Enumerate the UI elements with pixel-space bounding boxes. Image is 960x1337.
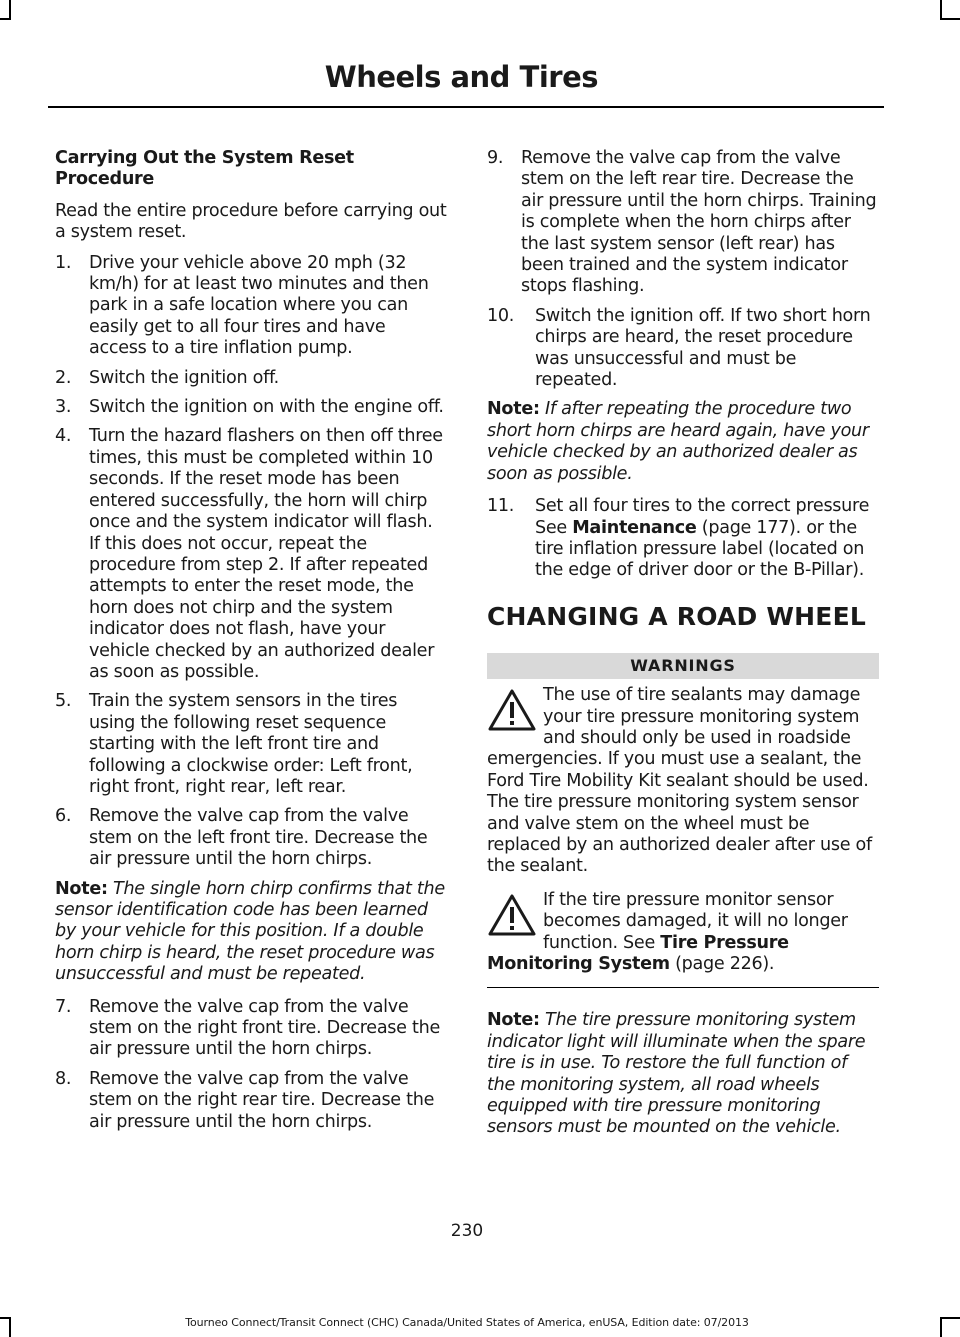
crop-mark (940, 1317, 960, 1319)
page-title: Wheels and Tires (324, 60, 598, 94)
procedure-steps-c (487, 148, 879, 391)
tpms-link[interactable]: Tire Pressure Monitoring System (487, 932, 789, 974)
list-item: 4. Turn the hazard flashers on then off three times, this must be completed within 10 seconds. If the reset mode has been entered successfully, the horn will chirp once and the system indicator will flash. If this does not occur, repeat the procedure from step 2. If after repeated attempts to enter the reset mode, the horn does not chirp and the system indicator does not flash, have your vehicle checked by an authorized dealer as soon as possible. (55, 426, 443, 682)
crop-mark (0, 18, 11, 20)
list-item: 5. Train the system sensors in the tires using the following reset sequence starting with the left front tire and following a clockwise order: Left front, right front, right rear, left rear. (55, 691, 413, 797)
procedure-steps-d (487, 496, 879, 582)
crop-mark (940, 1317, 942, 1337)
section-title: CHANGING A ROAD WHEEL (487, 601, 866, 631)
list-item: 11. Set all four tires to the correct pressure See Maintenance (page 177). or the tire inflation pressure label (located on the edge of driver door or the B-Pillar). (487, 496, 870, 581)
note-spare-tire: Note: The tire pressure monitoring system indicator light will illuminate when the spare tire is in use. To restore the full function of the monitoring system, all road wheels equipped with tire pressure monitoring sensors must be mounted on the vehicle. (487, 1010, 866, 1138)
note-single-chirp: Note: The single horn chirp confirms that the sensor identification code has been learned by your vehicle for this position. If a double horn chirp is heard, the reset procedure was unsuccessful and must be repeated. (55, 878, 445, 985)
list-item: 6. Remove the valve cap from the valve stem on the left front tire. Decrease the air pressure until the horn chirps. (55, 806, 428, 870)
procedure-steps-b (55, 997, 448, 1133)
crop-mark (940, 0, 942, 20)
section-heading: Carrying Out the System Reset Procedure (55, 148, 354, 190)
crop-mark (9, 0, 11, 20)
procedure-steps-a (55, 253, 448, 871)
intro-paragraph: Read the entire procedure before carrying out a system reset. (55, 200, 447, 243)
right-column (487, 148, 879, 1150)
maintenance-link[interactable]: Maintenance (572, 517, 697, 538)
warnings-divider (487, 987, 879, 988)
list-item: 8. Remove the valve cap from the valve stem on the right rear tire. Decrease the air pressure until the horn chirps. (55, 1068, 435, 1132)
crop-mark (940, 18, 960, 20)
warning-triangle-icon (487, 687, 537, 733)
warnings-header: WARNINGS (487, 653, 879, 679)
edition-footer: Tourneo Connect/Transit Connect (CHC) Canada/United States of America, enUSA, Edition date: 07/2013 (185, 1316, 749, 1329)
left-column (55, 148, 448, 1141)
warning-triangle-icon (487, 892, 537, 938)
note-repeat-procedure: Note: If after repeating the procedure two short horn chirps are heard again, have your vehicle checked by an authorized dealer as soon as possible. (487, 399, 869, 484)
list-item: 7. Remove the valve cap from the valve stem on the right front tire. Decrease the air pressure until the horn chirps. (55, 996, 440, 1060)
page-number: 230 (450, 1221, 484, 1241)
list-item: 10. Switch the ignition off. If two short horn chirps are heard, the reset procedure was unsuccessful and must be repeated. (487, 305, 871, 391)
list-item: 9. Remove the valve cap from the valve stem on the left rear tire. Decrease the air pressure until the horn chirps. Training is complete when the horn chirps after the last system sensor (left rear) has been trained and the system indicator stops flashing. (487, 148, 877, 297)
list-item: 1. Drive your vehicle above 20 mph (32 km/h) for at least two minutes and then park in a safe location where you can easily get to all four tires and have access to a tire inflation pump. (55, 252, 429, 359)
warning-sealant: The use of tire sealants may damage your tire pressure monitoring system and should only be used in roadside emergencies. If you must use a sealant, the Ford Tire Mobility Kit sealant should be used. The tire pressure monitoring system sensor and valve stem on the wheel must be replaced by an authorized dealer after use of the sealant. (487, 685, 872, 877)
header-divider (48, 106, 884, 108)
warning-sensor-damage: If the tire pressure monitor sensor becomes damaged, it will no longer function. See Tire Pressure Monitoring System (page 226). (487, 889, 848, 974)
list-item: 2. Switch the ignition off. (55, 367, 279, 388)
list-item: 3. Switch the ignition on with the engine off. (55, 397, 444, 418)
